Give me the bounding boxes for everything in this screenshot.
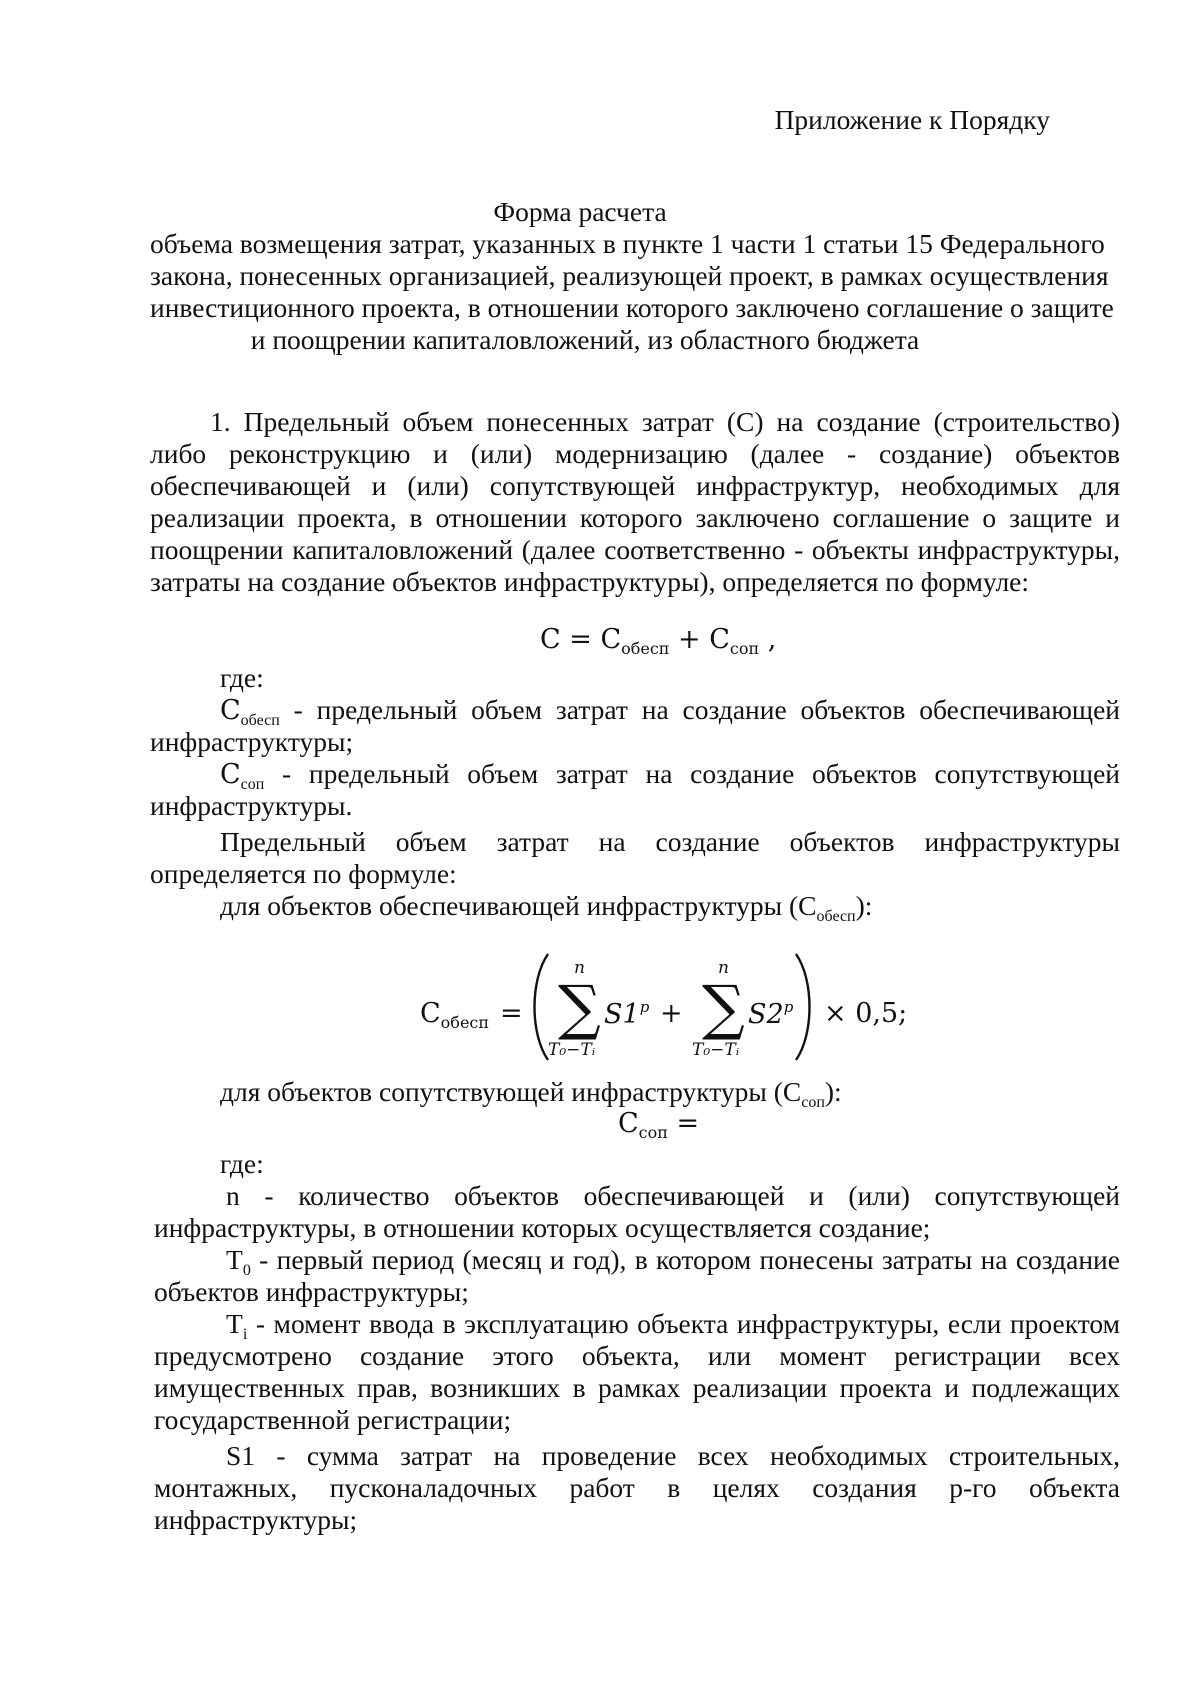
ti-definition: $T_i$ - момент ввода в эксплуатацию объекта инфраструктуры, если проектом <box>226 1308 1120 1343</box>
where-label-1: где: <box>220 662 264 693</box>
formula-obesp-eq: = <box>500 998 523 1029</box>
sum2-lower-limit: T₀−Tᵢ <box>692 1040 740 1060</box>
s1-definition: S1 - сумма затрат на проведение всех необходимых строительных, <box>226 1440 1120 1471</box>
para1-line-4: реализации проекта, в отношении которого заключено соглашение о защите и <box>150 502 1120 533</box>
sum1-upper-limit: n <box>574 958 585 978</box>
t0-definition: $T_0$ - первый период (месяц и год), в котором понесены затраты на создание <box>226 1244 1120 1279</box>
formula-obesp-lhs: $C_{обесп}$ <box>420 998 490 1032</box>
title-line-3: закона, понесенных организацией, реализующей проект, в рамках осуществления <box>150 260 1109 291</box>
sum2-upper-limit: n <box>718 958 729 978</box>
para1-line-5: поощрении капиталовложений (далее соответственно - объекты инфраструктуры, <box>150 534 1120 565</box>
para2-line-1: Предельный объем затрат на создание объектов инфраструктуры <box>220 826 1120 857</box>
para1-line-3: обеспечивающей и (или) сопутствующей инфраструктур, необходимых для <box>150 470 1120 501</box>
formula-sop: $C_{соп}$ = <box>618 1108 700 1142</box>
c-sop-definition-cont: инфраструктуры. <box>150 790 353 821</box>
formula-obesp-plus: + <box>660 998 683 1029</box>
c-sop-definition: $C_{соп}$ - предельный объем затрат на создание объектов сопутствующей <box>220 758 1120 793</box>
n-definition-cont: инфраструктуры, в отношении которых осуществляется создание; <box>154 1212 931 1243</box>
sum1-sigma: ∑ <box>558 973 601 1043</box>
s1-definition-line-2: монтажных, пусконаладочных работ в целях создания p-го объекта <box>154 1472 1120 1503</box>
right-paren <box>792 952 818 1062</box>
ti-definition-line-3: имущественных прав, возникших в рамках реализации проекта и подлежащих <box>154 1372 1120 1403</box>
para2-line-3: для объектов обеспечивающей инфраструктуры $(C_{обесп})$: <box>220 890 873 925</box>
para2-line-2: определяется по формуле: <box>150 858 457 889</box>
para3-line-1: для объектов сопутствующей инфраструктуры $(C_{соп})$: <box>220 1076 842 1111</box>
ti-definition-line-4: государственной регистрации; <box>154 1404 512 1435</box>
para1-line-2: либо реконструкцию и (или) модернизацию (далее - создание) объектов <box>150 438 1120 469</box>
term-s2: S2$^p$ <box>748 998 794 1030</box>
term-s1: S1$^p$ <box>604 998 650 1030</box>
c-obesp-definition-cont: инфраструктуры; <box>150 726 354 757</box>
t0-definition-cont: объектов инфраструктуры; <box>154 1276 469 1307</box>
appendix-label: Приложение к Порядку <box>774 104 1050 135</box>
c-obesp-definition: $C_{обесп}$ - предельный объем затрат на создание объектов обеспечивающей <box>220 694 1120 729</box>
title-line-4: инвестиционного проекта, в отношении которого заключено соглашение о защите <box>150 292 1114 323</box>
title-line-1: Форма расчета <box>493 196 667 227</box>
title-line-2: объема возмещения затрат, указанных в пункте 1 части 1 статьи 15 Федерального <box>150 228 1105 259</box>
n-definition: n - количество объектов обеспечивающей и (или) сопутствующей <box>226 1180 1120 1211</box>
ti-definition-line-2: предусмотрено создание этого объекта, или момент регистрации всех <box>154 1340 1120 1371</box>
sum2-sigma: ∑ <box>702 973 745 1043</box>
para1-line-1: 1. Предельный объем понесенных затрат (С) на создание (строительство) <box>210 406 1120 437</box>
s1-definition-line-3: инфраструктуры; <box>154 1504 358 1535</box>
sum1-lower-limit: T₀−Tᵢ <box>548 1040 596 1060</box>
formula-obesp-tail: × 0,5; <box>824 998 908 1029</box>
where-label-2: где: <box>220 1148 264 1179</box>
formula-total-cost: $C = C_{обесп} + C_{соп}$ , <box>540 624 777 658</box>
title-line-5: и поощрении капиталовложений, из областного бюджета <box>250 324 920 355</box>
para1-line-6: затраты на создание объектов инфраструктуры), определяется по формуле: <box>150 566 1030 597</box>
